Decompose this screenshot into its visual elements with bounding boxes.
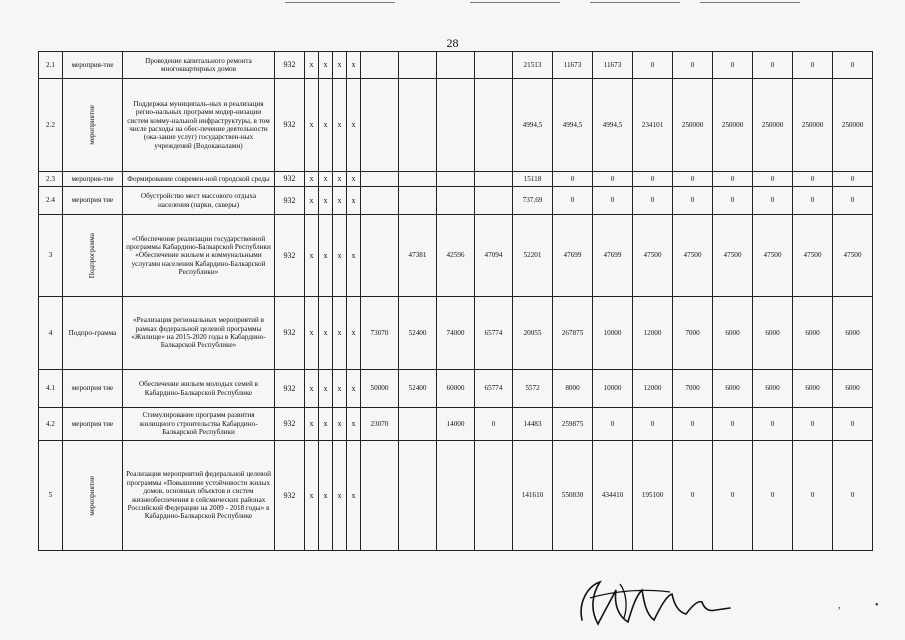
value-cell: 0 [833, 52, 873, 79]
value-cell: 47500 [673, 215, 713, 297]
value-cell: 0 [633, 172, 673, 187]
row-description: Поддержка муниципаль-ных и реализация регио-нальных программ модер-низации систем комму-нальной инфраструктуры, в том числе расходы на обес-печение деятельности (ока-зание услуг) государствен-ных учреждений (Водоканалами) [123, 79, 275, 172]
value-cell: 0 [833, 172, 873, 187]
value-cell [399, 187, 437, 215]
row-description: «Реализация региональных мероприятий в рамках федеральной целевой программы «Жилище» на 2015-2020 годы в Кабардино-Балкарской Республике» [123, 297, 275, 370]
x-cell: х [305, 297, 319, 370]
value-cell: 0 [673, 52, 713, 79]
table-row [39, 215, 873, 297]
table-body [39, 52, 873, 551]
value-cell: 47699 [553, 215, 593, 297]
x-cell: х [347, 370, 361, 408]
value-cell: 0 [633, 187, 673, 215]
value-cell: 4994,5 [513, 79, 553, 172]
value-cell: 6000 [753, 297, 793, 370]
value-cell: 0 [553, 187, 593, 215]
x-cell: х [305, 215, 319, 297]
value-cell: 0 [793, 441, 833, 551]
x-cell: х [333, 408, 347, 441]
value-cell: 0 [833, 187, 873, 215]
table-row [39, 52, 873, 79]
value-cell [437, 52, 475, 79]
value-cell [399, 408, 437, 441]
value-cell: 47094 [475, 215, 513, 297]
x-cell: х [319, 408, 333, 441]
row-description: Обустройство мест массового отдыха населения (парки, скверы) [123, 187, 275, 215]
row-type [63, 215, 123, 297]
value-cell [399, 79, 437, 172]
x-cell: х [333, 172, 347, 187]
value-cell: 250000 [793, 79, 833, 172]
value-cell [475, 79, 513, 172]
value-cell: 0 [753, 187, 793, 215]
x-cell: х [347, 187, 361, 215]
value-cell [399, 172, 437, 187]
value-cell: 0 [753, 441, 793, 551]
value-cell: 0 [673, 172, 713, 187]
value-cell: 8000 [553, 370, 593, 408]
value-cell: 0 [753, 408, 793, 441]
value-cell: 6000 [833, 297, 873, 370]
value-cell: 6000 [793, 370, 833, 408]
table-row [39, 79, 873, 172]
value-cell: 0 [593, 172, 633, 187]
ministry-code: 932 [275, 370, 305, 408]
value-cell: 0 [833, 441, 873, 551]
page-number: 28 [446, 36, 459, 50]
value-cell [475, 172, 513, 187]
value-cell: 52400 [399, 297, 437, 370]
x-cell: х [319, 370, 333, 408]
x-cell: х [347, 79, 361, 172]
x-cell: х [305, 408, 319, 441]
row-type: мероприя тие [63, 408, 123, 441]
row-type: мероприя-тие [63, 172, 123, 187]
x-cell: х [347, 297, 361, 370]
x-cell: х [305, 52, 319, 79]
x-cell: х [347, 172, 361, 187]
value-cell: 0 [793, 172, 833, 187]
value-cell: 0 [593, 408, 633, 441]
row-type [63, 79, 123, 172]
value-cell: 0 [633, 52, 673, 79]
value-cell: 10000 [593, 297, 633, 370]
x-cell: х [319, 215, 333, 297]
row-type-label: мероприятие [88, 475, 97, 516]
row-number: 2.1 [39, 52, 63, 79]
value-cell: 60000 [437, 370, 475, 408]
ministry-code: 932 [275, 297, 305, 370]
row-type [63, 441, 123, 551]
value-cell: 267875 [553, 297, 593, 370]
scan-artifact-line [285, 2, 395, 3]
row-type-label: мероприятие [88, 105, 97, 145]
value-cell: 74000 [437, 297, 475, 370]
value-cell: 259875 [553, 408, 593, 441]
ministry-code: 932 [275, 215, 305, 297]
x-cell: х [347, 215, 361, 297]
value-cell [361, 215, 399, 297]
value-cell: 0 [753, 52, 793, 79]
x-cell: х [319, 187, 333, 215]
row-type-label: Подпрограмма [88, 232, 97, 279]
value-cell: 7000 [673, 370, 713, 408]
row-description: «Обеспечение реализации государственной программы Кабардино-Балкарской Республики «Обеспечение жильем и коммунальными услугами населения Кабардино-Балкарской Республики» [123, 215, 275, 297]
x-cell: х [347, 52, 361, 79]
value-cell: 234101 [633, 79, 673, 172]
value-cell: 141610 [513, 441, 553, 551]
value-cell [361, 187, 399, 215]
value-cell: 0 [553, 172, 593, 187]
row-type: мероприя-тие [63, 52, 123, 79]
x-cell: х [305, 370, 319, 408]
x-cell: х [347, 441, 361, 551]
value-cell [475, 52, 513, 79]
value-cell [361, 52, 399, 79]
value-cell: 11673 [593, 52, 633, 79]
x-cell: х [333, 187, 347, 215]
value-cell: 434410 [593, 441, 633, 551]
row-description: Проведение капитального ремонта многоквартирных домов [123, 52, 275, 79]
row-type: мероприя тие [63, 370, 123, 408]
value-cell: 42596 [437, 215, 475, 297]
scan-mark: • [875, 600, 879, 611]
value-cell: 73070 [361, 297, 399, 370]
value-cell: 737,69 [513, 187, 553, 215]
row-number: 2.3 [39, 172, 63, 187]
scan-artifact-line [590, 2, 680, 3]
row-description: Стимулирование программ развития жилищного строительства Кабардино-Балкарской Республики [123, 408, 275, 441]
ministry-code: 932 [275, 52, 305, 79]
value-cell: 250000 [673, 79, 713, 172]
value-cell: 0 [673, 408, 713, 441]
value-cell: 0 [475, 408, 513, 441]
value-cell: 7000 [673, 297, 713, 370]
value-cell: 47699 [593, 215, 633, 297]
value-cell: 14000 [437, 408, 475, 441]
value-cell [437, 441, 475, 551]
value-cell [361, 441, 399, 551]
x-cell: х [305, 79, 319, 172]
row-description: Обеспечение жильем молодых семей в Кабардино-Балкарской Республике [123, 370, 275, 408]
x-cell: х [333, 215, 347, 297]
row-type: Подпро-грамма [63, 297, 123, 370]
x-cell: х [347, 408, 361, 441]
row-number: 2.2 [39, 79, 63, 172]
value-cell: 4994,5 [593, 79, 633, 172]
value-cell: 250000 [713, 79, 753, 172]
value-cell: 0 [833, 408, 873, 441]
value-cell [361, 79, 399, 172]
value-cell: 550830 [553, 441, 593, 551]
x-cell: х [333, 370, 347, 408]
x-cell: х [319, 172, 333, 187]
value-cell: 10000 [593, 370, 633, 408]
x-cell: х [333, 52, 347, 79]
value-cell: 47500 [753, 215, 793, 297]
value-cell: 0 [793, 408, 833, 441]
value-cell: 52400 [399, 370, 437, 408]
value-cell [437, 79, 475, 172]
budget-table [38, 51, 873, 551]
ministry-code: 932 [275, 79, 305, 172]
x-cell: х [305, 172, 319, 187]
x-cell: х [305, 441, 319, 551]
value-cell: 50000 [361, 370, 399, 408]
row-description: Формирование современ-ной городской среды [123, 172, 275, 187]
value-cell: 0 [673, 187, 713, 215]
value-cell: 0 [713, 172, 753, 187]
row-number: 3 [39, 215, 63, 297]
x-cell: х [319, 297, 333, 370]
table-row [39, 441, 873, 551]
row-number: 2.4 [39, 187, 63, 215]
value-cell: 52201 [513, 215, 553, 297]
value-cell: 0 [713, 408, 753, 441]
ministry-code: 932 [275, 408, 305, 441]
value-cell: 0 [793, 52, 833, 79]
value-cell: 0 [753, 172, 793, 187]
row-number: 4.1 [39, 370, 63, 408]
value-cell: 4994,5 [553, 79, 593, 172]
value-cell: 0 [713, 52, 753, 79]
value-cell [475, 441, 513, 551]
value-cell: 250000 [753, 79, 793, 172]
value-cell: 12000 [633, 370, 673, 408]
table-row [39, 187, 873, 215]
row-description: Реализация мероприятий федеральной целевой программы «Повышение устойчивости жилых домов, основных объектов и систем жизнеобеспечения в сейсмических районах Российской Федерации на 2009 - 2018 годы» в Кабардино-Балкарской Республике [123, 441, 275, 551]
signature [570, 572, 750, 632]
row-number: 4 [39, 297, 63, 370]
value-cell: 6000 [833, 370, 873, 408]
table-row [39, 297, 873, 370]
value-cell: 195100 [633, 441, 673, 551]
value-cell: 47500 [833, 215, 873, 297]
value-cell: 0 [673, 441, 713, 551]
table-row [39, 408, 873, 441]
value-cell: 47500 [713, 215, 753, 297]
x-cell: х [319, 52, 333, 79]
ministry-code: 932 [275, 172, 305, 187]
ministry-code: 932 [275, 441, 305, 551]
x-cell: х [319, 79, 333, 172]
table-row [39, 172, 873, 187]
value-cell [437, 187, 475, 215]
row-number: 5 [39, 441, 63, 551]
table-row [39, 370, 873, 408]
scan-mark: , [838, 600, 841, 611]
value-cell: 23070 [361, 408, 399, 441]
x-cell: х [305, 187, 319, 215]
value-cell: 0 [633, 408, 673, 441]
value-cell: 6000 [713, 297, 753, 370]
scan-artifact-line [700, 2, 800, 3]
value-cell: 11673 [553, 52, 593, 79]
value-cell [399, 441, 437, 551]
value-cell: 0 [713, 441, 753, 551]
value-cell: 12000 [633, 297, 673, 370]
value-cell: 47381 [399, 215, 437, 297]
x-cell: х [333, 441, 347, 551]
value-cell: 6000 [793, 297, 833, 370]
value-cell: 6000 [713, 370, 753, 408]
value-cell: 47500 [633, 215, 673, 297]
value-cell: 65774 [475, 370, 513, 408]
value-cell: 0 [593, 187, 633, 215]
value-cell [475, 187, 513, 215]
row-number: 4.2 [39, 408, 63, 441]
value-cell: 15118 [513, 172, 553, 187]
value-cell [361, 172, 399, 187]
value-cell: 0 [793, 187, 833, 215]
value-cell: 20055 [513, 297, 553, 370]
row-type: мероприя тие [63, 187, 123, 215]
value-cell: 6000 [753, 370, 793, 408]
value-cell: 0 [713, 187, 753, 215]
value-cell: 47500 [793, 215, 833, 297]
value-cell: 5572 [513, 370, 553, 408]
x-cell: х [333, 297, 347, 370]
x-cell: х [333, 79, 347, 172]
x-cell: х [319, 441, 333, 551]
scan-artifact-line [470, 2, 560, 3]
value-cell: 65774 [475, 297, 513, 370]
value-cell: 14483 [513, 408, 553, 441]
value-cell [399, 52, 437, 79]
value-cell [437, 172, 475, 187]
value-cell: 250000 [833, 79, 873, 172]
ministry-code: 932 [275, 187, 305, 215]
value-cell: 21513 [513, 52, 553, 79]
